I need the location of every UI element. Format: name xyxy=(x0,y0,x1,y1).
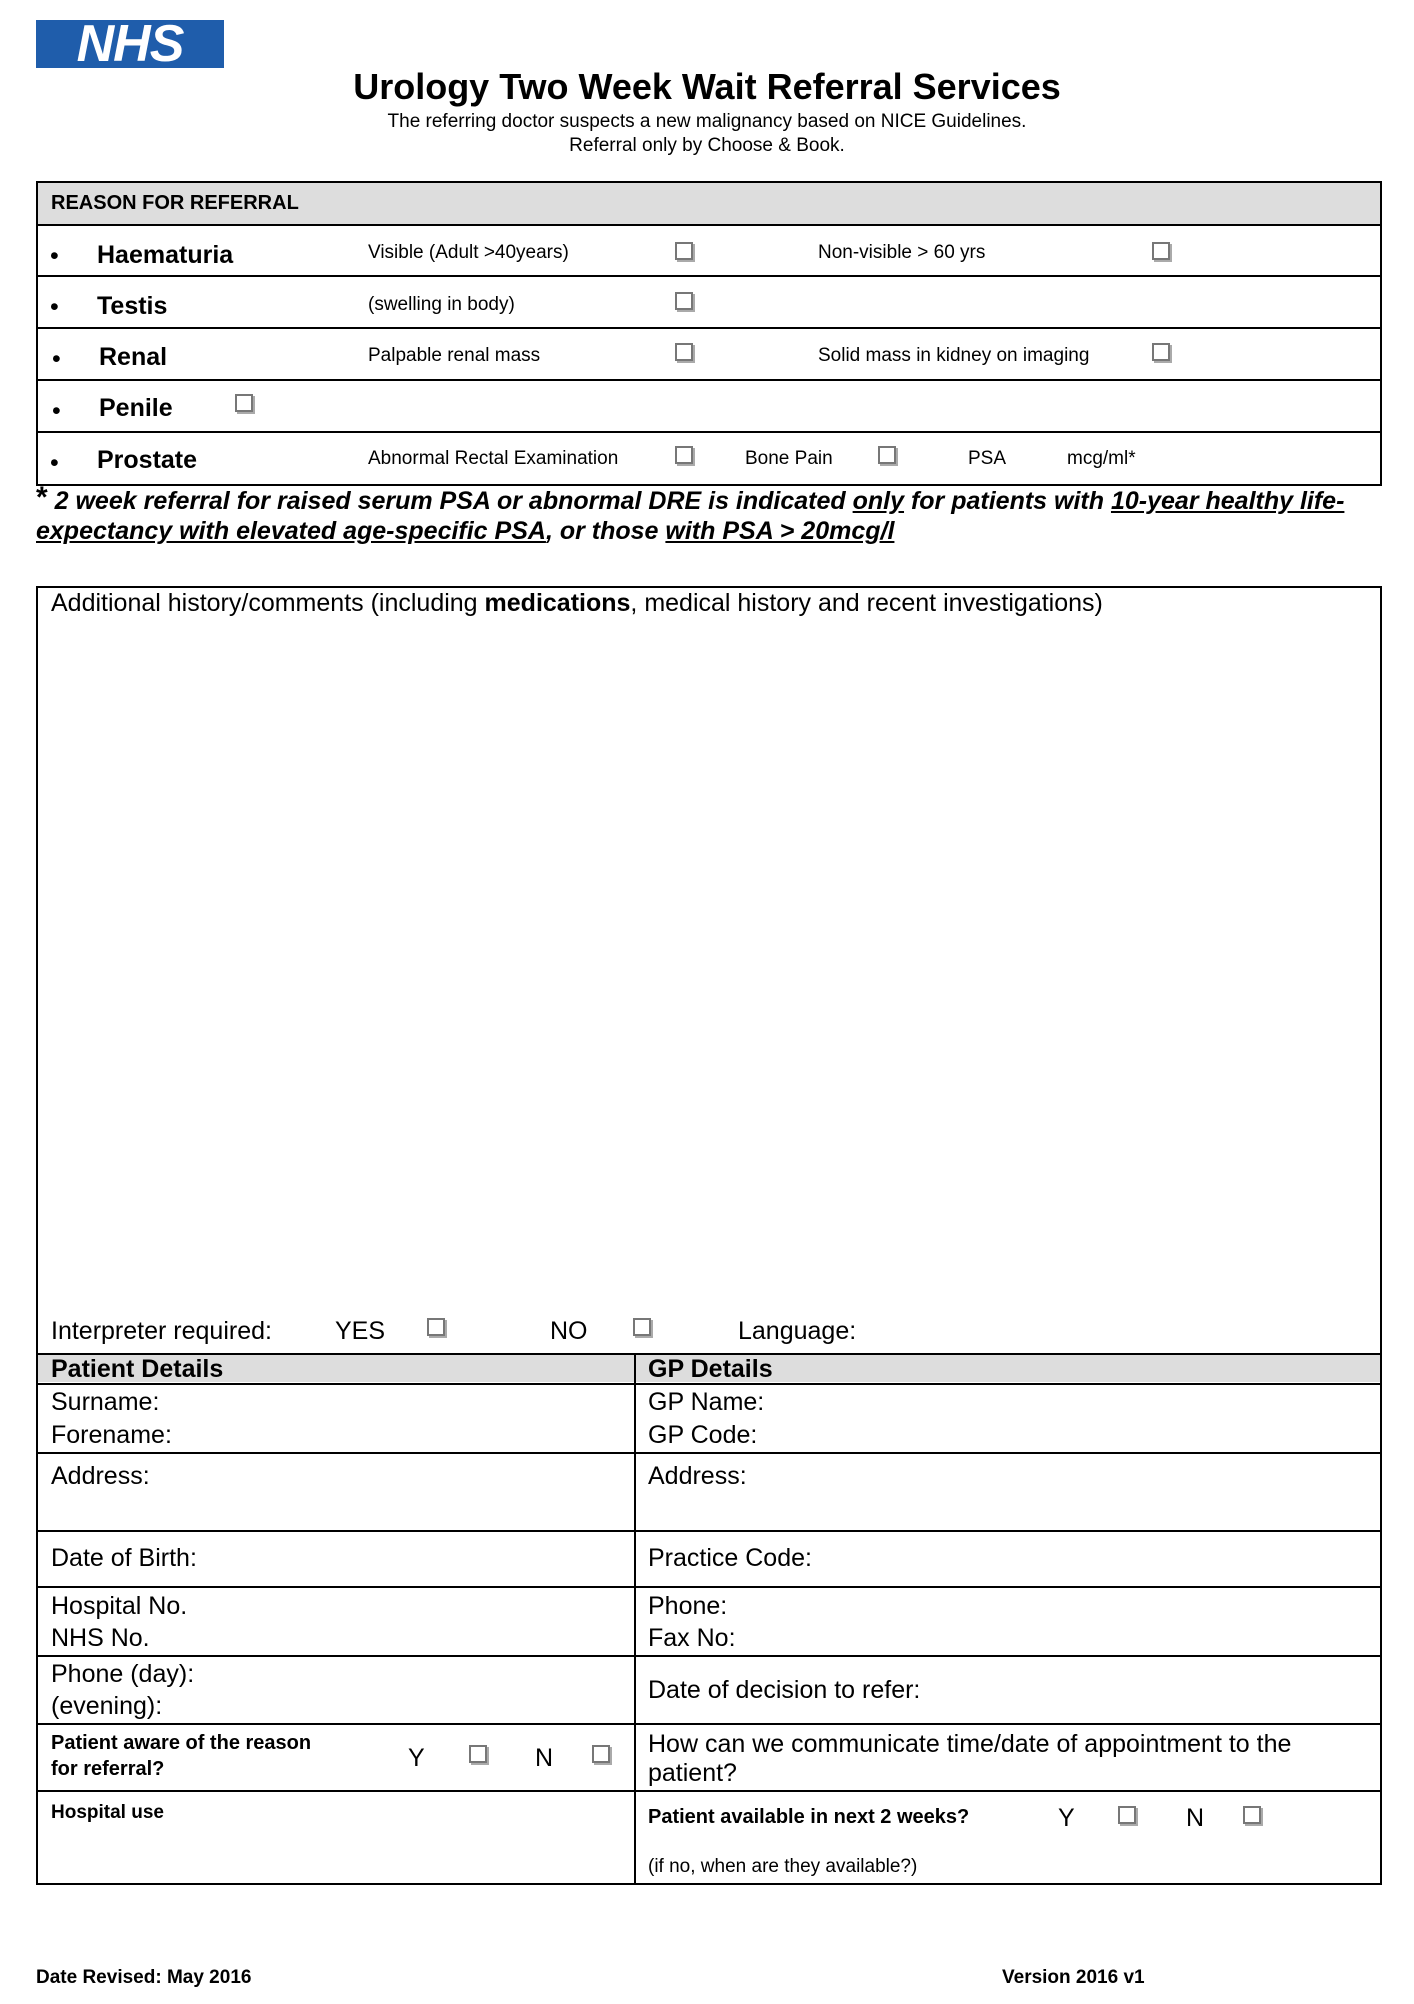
patient-aware-y-checkbox[interactable] xyxy=(469,1745,487,1763)
available-y-label: Y xyxy=(1058,1804,1075,1832)
language-label: Language: xyxy=(738,1317,857,1345)
history-comments-area[interactable] xyxy=(52,630,1362,1306)
gp-fax-label: Fax No: xyxy=(648,1624,736,1652)
nhs-logo: NHS xyxy=(36,20,224,68)
renal-solid-mass-label: Solid mass in kidney on imaging xyxy=(818,345,1090,366)
renal-label: Renal xyxy=(99,343,168,371)
gp-details-heading: GP Details xyxy=(648,1355,773,1383)
haematuria-nonvisible-label: Non-visible > 60 yrs xyxy=(818,242,986,263)
interpreter-yes-checkbox[interactable] xyxy=(427,1318,445,1336)
haematuria-visible-checkbox[interactable] xyxy=(675,242,693,260)
hospital-use-label: Hospital use xyxy=(51,1802,164,1823)
communicate-label-1: How can we communicate time/date of appointment to the xyxy=(648,1730,1292,1758)
if-no-label: (if no, when are they available?) xyxy=(648,1856,918,1877)
dob-label: Date of Birth: xyxy=(51,1544,197,1572)
prostate-dre-label: Abnormal Rectal Examination xyxy=(368,448,619,469)
patient-address-label: Address: xyxy=(51,1462,150,1490)
bullet: • xyxy=(52,397,61,425)
prostate-dre-checkbox[interactable] xyxy=(675,446,693,464)
available-n-checkbox[interactable] xyxy=(1243,1806,1261,1824)
gp-name-label: GP Name: xyxy=(648,1388,765,1416)
surname-label: Surname: xyxy=(51,1388,160,1416)
renal-solid-mass-checkbox[interactable] xyxy=(1152,343,1170,361)
page-title: Urology Two Week Wait Referral Services xyxy=(353,66,1061,107)
decision-date-label: Date of decision to refer: xyxy=(648,1676,921,1704)
gp-phone-label: Phone: xyxy=(648,1592,728,1620)
phone-evening-label: (evening): xyxy=(51,1692,163,1720)
renal-palpable-checkbox[interactable] xyxy=(675,343,693,361)
haematuria-nonvisible-checkbox[interactable] xyxy=(1152,242,1170,260)
psa-label: PSA xyxy=(968,448,1007,469)
practice-code-label: Practice Code: xyxy=(648,1544,812,1572)
hospital-no-label: Hospital No. xyxy=(51,1592,188,1620)
reason-for-referral-box xyxy=(36,181,1382,486)
bullet: • xyxy=(50,242,59,270)
bullet: • xyxy=(50,449,59,477)
interpreter-label: Interpreter required: xyxy=(51,1317,272,1345)
prostate-bone-pain-label: Bone Pain xyxy=(745,448,833,469)
date-revised: Date Revised: May 2016 xyxy=(36,1967,252,1988)
prostate-label: Prostate xyxy=(97,446,198,474)
interpreter-no-label: NO xyxy=(550,1317,588,1345)
psa-unit: mcg/ml* xyxy=(1067,448,1136,469)
bullet: • xyxy=(50,293,59,321)
patient-aware-label-1: Patient aware of the reason xyxy=(51,1732,312,1754)
testis-swelling-label: (swelling in body) xyxy=(368,294,515,315)
reason-heading: REASON FOR REFERRAL xyxy=(51,192,299,214)
testis-label: Testis xyxy=(97,292,168,320)
testis-swelling-checkbox[interactable] xyxy=(675,292,693,310)
communicate-label-2: patient? xyxy=(648,1759,737,1787)
patient-aware-n-label: N xyxy=(535,1744,554,1772)
interpreter-no-checkbox[interactable] xyxy=(633,1318,651,1336)
bullet: • xyxy=(52,345,61,373)
forename-label: Forename: xyxy=(51,1421,172,1449)
penile-label: Penile xyxy=(99,394,173,422)
gp-address-label: Address: xyxy=(648,1462,747,1490)
history-label: Additional history/comments (including medications, medical history and recent investigations) xyxy=(51,589,1103,617)
prostate-bone-pain-checkbox[interactable] xyxy=(878,446,896,464)
patient-aware-label-2: for referral? xyxy=(51,1758,165,1780)
gp-code-label: GP Code: xyxy=(648,1421,758,1449)
psa-referral-note: * 2 week referral for raised serum PSA or abnormal DRE is indicated only for patients with 10-year healthy life-expectancy with elevated age-specific PSA, or those with PSA > 20mcg/l xyxy=(36,481,1345,545)
available-y-checkbox[interactable] xyxy=(1118,1806,1136,1824)
penile-checkbox[interactable] xyxy=(235,394,253,412)
subtitle-line-2: Referral only by Choose & Book. xyxy=(569,135,845,156)
haematuria-label: Haematuria xyxy=(97,241,234,269)
interpreter-yes-label: YES xyxy=(335,1317,386,1345)
phone-day-label: Phone (day): xyxy=(51,1660,195,1688)
patient-aware-y-label: Y xyxy=(408,1744,425,1772)
available-n-label: N xyxy=(1186,1804,1205,1832)
nhs-no-label: NHS No. xyxy=(51,1624,150,1652)
renal-palpable-label: Palpable renal mass xyxy=(368,345,541,366)
subtitle-line-1: The referring doctor suspects a new malignancy based on NICE Guidelines. xyxy=(387,111,1027,132)
version: Version 2016 v1 xyxy=(1002,1967,1145,1988)
patient-details-heading: Patient Details xyxy=(51,1355,224,1383)
available-label: Patient available in next 2 weeks? xyxy=(648,1806,970,1828)
haematuria-visible-label: Visible (Adult >40years) xyxy=(368,242,569,263)
patient-aware-n-checkbox[interactable] xyxy=(592,1745,610,1763)
